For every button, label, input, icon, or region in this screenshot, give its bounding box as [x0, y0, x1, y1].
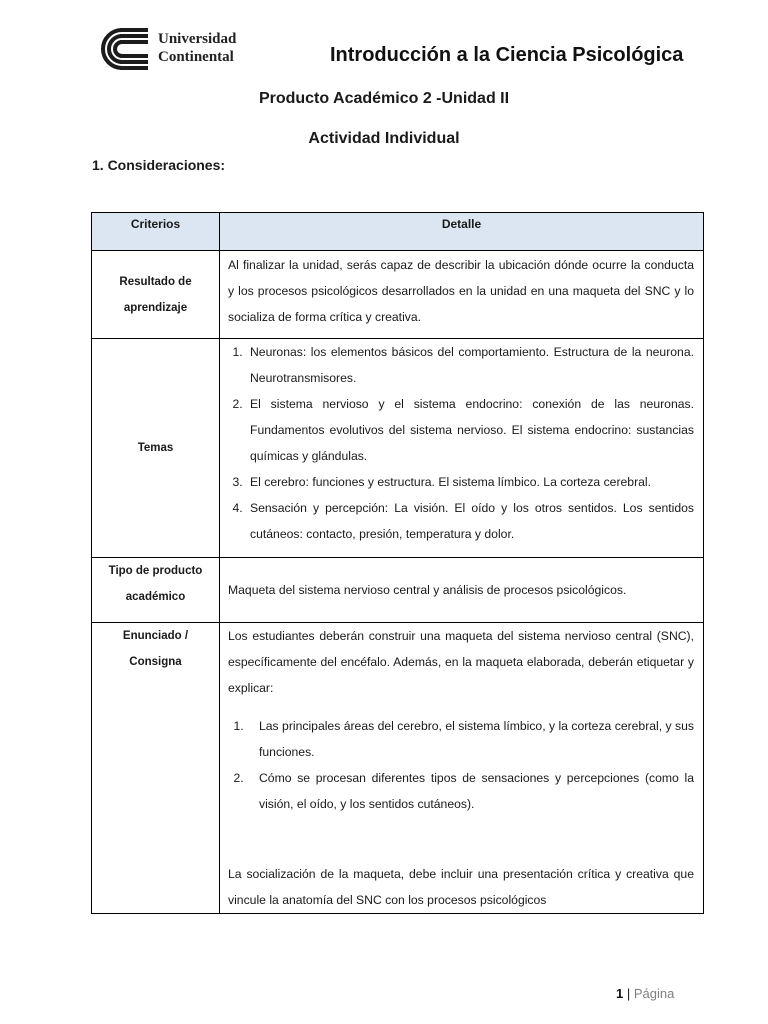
- criteria-label: Temas: [92, 339, 220, 558]
- university-logo-icon: [90, 26, 152, 72]
- label-line: Resultado de: [119, 275, 192, 288]
- page-footer: [616, 986, 674, 1001]
- criteria-label: [92, 251, 220, 339]
- table-row-enunciado: [92, 623, 704, 914]
- detail-closing: La socialización de la maqueta, debe incluir una presentación crítica y creativa que vincule la anatomía del SNC con los procesos psicológicos: [228, 867, 694, 907]
- page-label: Página: [633, 986, 675, 1001]
- list-item: 1. Las principales áreas del cerebro, el sistema límbico, y la corteza cerebral, y sus funciones.: [247, 713, 694, 765]
- list-item: 2. El sistema nervioso y el sistema endocrino: conexión de las neuronas. Fundamentos evolutivos del sistema nervioso. El sistema endocrino: sustancias químicas y glándulas.: [246, 391, 694, 469]
- label-line: Consigna: [129, 656, 182, 668]
- page-separator: |: [626, 986, 631, 1001]
- detail-cell: [220, 623, 704, 914]
- section-heading: 1. Consideraciones:: [92, 157, 226, 173]
- detail-cell: [220, 558, 704, 623]
- table-row-temas: [92, 339, 704, 558]
- criteria-label: [92, 558, 220, 623]
- detail-cell: [220, 339, 704, 558]
- detail-intro: Los estudiantes deberán construir una maqueta del sistema nervioso central (SNC), específicamente del encéfalo. Además, en la maqueta elaborada, deberán etiquetar y explicar:: [228, 629, 694, 695]
- criteria-table: [91, 212, 704, 914]
- label-line: académico: [125, 591, 186, 603]
- page-number: 1: [616, 986, 624, 1001]
- list-item: 4. Sensación y percepción: La visión. El oído y los otros sentidos. Los sentidos cutáneos: contacto, presión, temperatura y dolor.: [246, 495, 694, 547]
- label-line: Tipo de producto: [108, 565, 203, 577]
- table-row-tipo: [92, 558, 704, 623]
- detail-column-header: Detalle: [220, 213, 704, 251]
- activity-heading: Actividad Individual: [308, 130, 460, 147]
- university-logo: [90, 26, 260, 72]
- detail-cell: [220, 251, 704, 339]
- list-item: 1. Neuronas: los elementos básicos del comportamiento. Estructura de la neurona. Neurotransmisores.: [246, 339, 694, 391]
- topics-list: [220, 339, 703, 557]
- table-row-resultado: [92, 251, 704, 339]
- table-header-row: [92, 213, 704, 251]
- logo-line-2: Continental: [158, 49, 234, 65]
- list-item: 3. El cerebro: funciones y estructura. El sistema límbico. La corteza cerebral.: [246, 469, 694, 495]
- label-line: aprendizaje: [123, 301, 188, 314]
- logo-wordmark: [158, 30, 236, 66]
- logo-line-1: Universidad: [158, 31, 237, 47]
- list-item: 2. Cómo se procesan diferentes tipos de sensaciones y percepciones (como la visión, el oído, y los sentidos cutáneos).: [247, 765, 694, 817]
- criteria-column-header: Criterios: [92, 213, 220, 251]
- detail-text: Maqueta del sistema nervioso central y análisis de procesos psicológicos.: [228, 583, 627, 597]
- document-title: Introducción a la Ciencia Psicológica: [330, 44, 684, 66]
- criteria-label: [92, 623, 220, 914]
- product-heading: Producto Académico 2 -Unidad II: [258, 90, 510, 107]
- label-line: Enunciado /: [122, 630, 189, 642]
- detail-text: Al finalizar la unidad, serás capaz de describir la ubicación dónde ocurre la conducta y los procesos psicológicos desarrollados en la unidad en una maqueta del SNC y lo socializa de forma crítica y creativa.: [228, 258, 694, 324]
- instructions-list: [220, 713, 703, 817]
